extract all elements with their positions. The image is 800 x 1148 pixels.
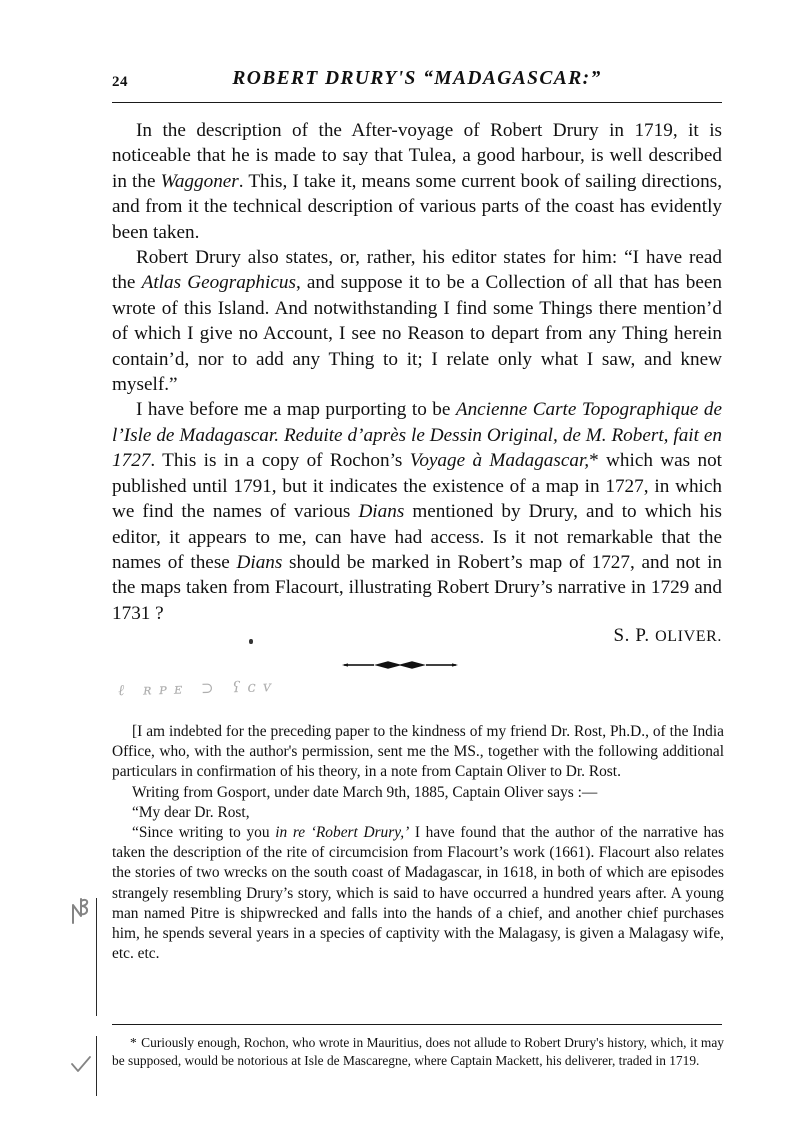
term-dians-1: Dians	[358, 501, 405, 523]
note-p4-part2: I have found that the author of the narrative has taken the description of the rite of circumcision from Flacourt’s work (1661). Flacourt also relates the stories of two wrecks on the south coast of Madagascar, in 1618, in both of which are episodes strangely resembling Drury’s story, which is said to have occurred a hundred years after. A young man named Pitre is shipwrecked and falls into the hands of a chief, and another chief purchases him, he spends several years in a species of captivity with the Malagasy, is given a Malagasy wife, etc. etc.	[112, 824, 724, 963]
title-atlas-geographicus: Atlas Geographicus	[141, 272, 296, 294]
p3-part4: mentioned by Drury, and to which his editor, it appears to me, can have had access. Is it not remarkable that the names of these	[112, 501, 722, 573]
footnote-rule	[112, 1024, 722, 1025]
note-paragraph-salutation: “My dear Dr. Rost,	[132, 803, 250, 821]
note-paragraph-since-writing	[112, 823, 724, 964]
footnote-body: Curiously enough, Rochon, who wrote in Mauritius, does not allude to Robert Drury's history, which, it may be supposed, would be notorious at Isle de Mascaregne, where Captain Mackett, his deliverer, traded in 1719.	[112, 1035, 724, 1068]
signature-initials: S. P.	[613, 625, 656, 646]
paragraph-ancienne-carte	[112, 397, 722, 626]
ink-speck-artifact	[249, 639, 253, 644]
paragraph-editor-states	[112, 245, 722, 397]
title-ancienne-carte: Ancienne Carte Topographique de l’Isle de Madagascar. Reduite d’après le Dessin Original, de M. Robert, fait en	[112, 399, 723, 446]
note-p4-part1: “Since writing to you	[132, 824, 276, 842]
title-voyage-a-madagascar: Voyage à Madagascar,	[409, 450, 590, 472]
running-head	[112, 68, 722, 96]
p3-part1: I have before me a map purporting to be	[136, 399, 456, 421]
p3-part2: . This is in a copy of Rochon’s	[150, 450, 410, 472]
note-paragraph-indebted: [I am indebted for the preceding paper to the kindness of my friend Dr. Rost, Ph.D., of the India Office, who, with the author's permission, sent me the MS., together with the following additional particulars in confirmation of his theory, in a note from Captain Oliver to Dr. Rost.	[112, 723, 724, 781]
paragraph-after-voyage	[112, 118, 722, 245]
term-dians-2: Dians	[236, 551, 283, 573]
header-rule	[112, 102, 722, 103]
running-head-title: ROBERT DRURY'S “MADAGASCAR:”	[232, 68, 602, 89]
title-ancienne-carte-year: 1727	[112, 450, 151, 472]
footnote-marker: *	[130, 1035, 138, 1050]
body-text-column	[112, 118, 722, 626]
title-waggoner: Waggoner	[160, 170, 239, 192]
pencil-annotation-top: ℓ ʀᴘᴇ ⊃ ʕᴄᴠ	[117, 677, 279, 700]
footnote-reference-marker: *	[589, 450, 599, 472]
editorial-note-block	[112, 722, 724, 964]
pencil-mark-check	[70, 1055, 92, 1075]
p2-part1: Robert Drury also states, or, rather, his editor states for him: “I have read the	[112, 247, 722, 294]
p1-part1: In the description of the After-voyage of Robert Drury in 1719, it is noticeable that he is made to say that Tulea, a good harbour, is well described in the	[112, 120, 722, 192]
diamond-ornament-divider	[0, 657, 800, 678]
footnote-text	[112, 1034, 724, 1069]
pencil-mark-nb	[68, 893, 94, 927]
author-signature	[112, 625, 722, 647]
p2-part2: , and suppose it to be a Collection of all that has been wrote of this Island. And notwithstanding I find some Things there mention’d of which I give no Account, I see no Reason to depart from any Thing herein contain’d, nor to add any Thing to it; I relate only what I saw, and knew myself.”	[112, 272, 722, 396]
phrase-in-re-robert-drury: in re ‘Robert Drury,’	[275, 824, 410, 842]
footnote-block	[112, 1034, 724, 1069]
margin-rule-upper	[96, 898, 97, 1016]
note-paragraph-gosport: Writing from Gosport, under date March 9th, 1885, Captain Oliver says :—	[132, 783, 598, 801]
signature-surname: OLIVER.	[655, 628, 722, 645]
margin-rule-lower	[96, 1036, 97, 1096]
page-number: 24	[112, 74, 128, 90]
p3-part5: should be marked in Robert’s map of 1727, and not in the maps taken from Flacourt, illustrating Robert Drury’s narrative in 1729 and 1731 ?	[112, 551, 722, 624]
p1-part2: . This, I take it, means some current book of sailing directions, and from it the technical description of various parts of the coast has evidently been taken.	[112, 170, 722, 243]
p3-part3: which was not published until 1791, but it indicates the existence of a map in 1727, in which we find the names of various	[112, 450, 722, 523]
